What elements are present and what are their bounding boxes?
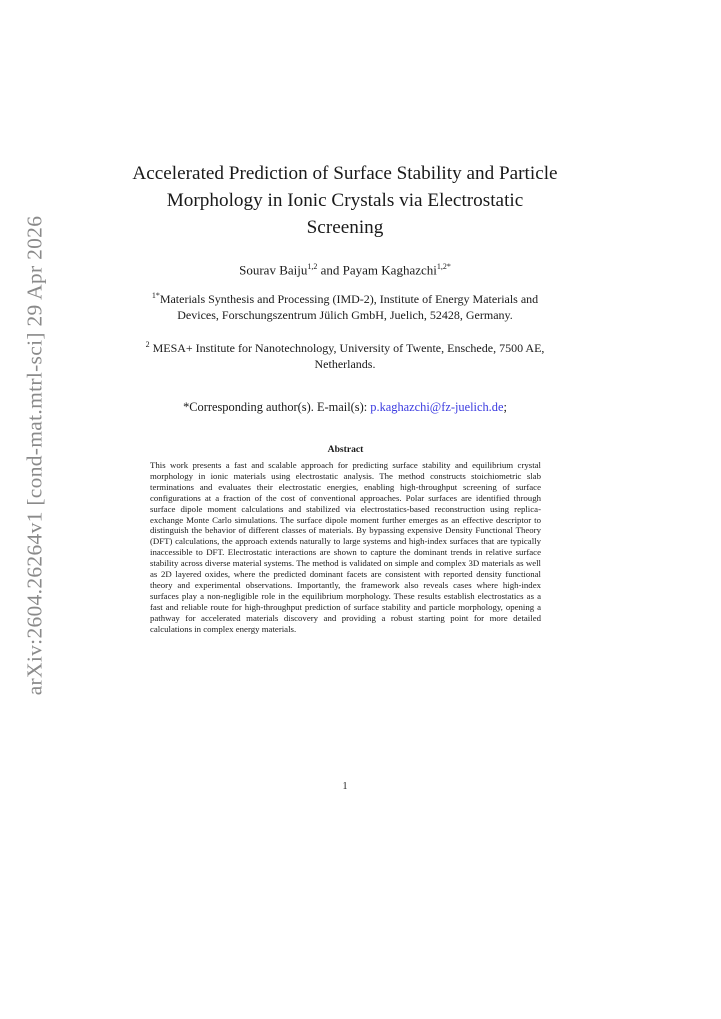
affiliation-marker: 2 <box>145 340 150 349</box>
affiliation-text: Materials Synthesis and Processing (IMD-2), Institute of Energy Materials and Devices, Forschungszentrum Jülich GmbH, Juelich, 52428, Germany. <box>159 292 539 323</box>
email-link[interactable]: p.kaghazchi@fz-juelich.de <box>370 400 504 414</box>
author-affiliation-marker: 1,2* <box>436 262 451 271</box>
corresponding-author <box>130 400 560 415</box>
paper-title: Accelerated Prediction of Surface Stability and Particle Morphology in Ionic Crystals via Electrostatic Screening <box>132 163 558 238</box>
abstract-heading: Abstract <box>327 444 364 455</box>
author-list <box>130 262 560 278</box>
affiliation-2 <box>140 337 550 372</box>
abstract-text: This work presents a fast and scalable approach for predicting surface stability and equilibrium crystal morphology in ionic materials using electrostatic analysis. The method constructs stoichiometric slab terminations and evaluates their electrostatic energies, enabling high-throughput screening of surface configurations at a fraction of the cost of conventional approaches. Polar surfaces are identified through surface dipole moment calculations and stabilized via electrostatics-based reconstruction using replica-exchange Monte Carlo simulations. The surface dipole moment further emerges as an effective descriptor to distinguish the behavior of different classes of materials. By bypassing expensive Density Functional Theory (DFT) calculations, the approach extends naturally to large systems and high-index surfaces that are typically inaccessible to DFT. Electrostatic interactions are shown to capture the dominant trends in relative surface stability across diverse material systems. The method is validated on simple and complex 3D materials as well as 2D layered oxides, where the predicted dominant facets are consistent with reported density functional theory and experimental observations. Importantly, the framework also reveals cases where high-index surfaces play a non-negligible role in the equilibrium morphology. These results establish electrostatics as a fast and reliable route for high-throughput prediction of surface stability and particle morphology, opening a pathway for accelerated materials discovery and providing a robust starting point for more detailed calculations in complex energy materials. <box>150 460 541 634</box>
affiliation-text: MESA+ Institute for Nanotechnology, University of Twente, Enschede, 7500 AE, Netherlands. <box>149 341 545 372</box>
author-name: Payam Kaghazchi <box>342 262 437 278</box>
author-affiliation-marker: 1,2 <box>307 262 318 271</box>
arxiv-stamp <box>22 215 48 695</box>
affiliation-marker: 1* <box>151 291 160 300</box>
affiliation-1 <box>140 288 550 323</box>
author-connector: and <box>317 262 343 278</box>
author-name: Sourav Baiju <box>239 262 308 278</box>
arxiv-identifier: arXiv:2604.26264v1 [cond-mat.mtrl-sci] 29 Apr 2026 <box>22 215 47 695</box>
corresponding-suffix: ; <box>503 400 507 414</box>
page-number: 1 <box>342 781 348 792</box>
corresponding-label: *Corresponding author(s). E-mail(s): <box>183 400 371 414</box>
